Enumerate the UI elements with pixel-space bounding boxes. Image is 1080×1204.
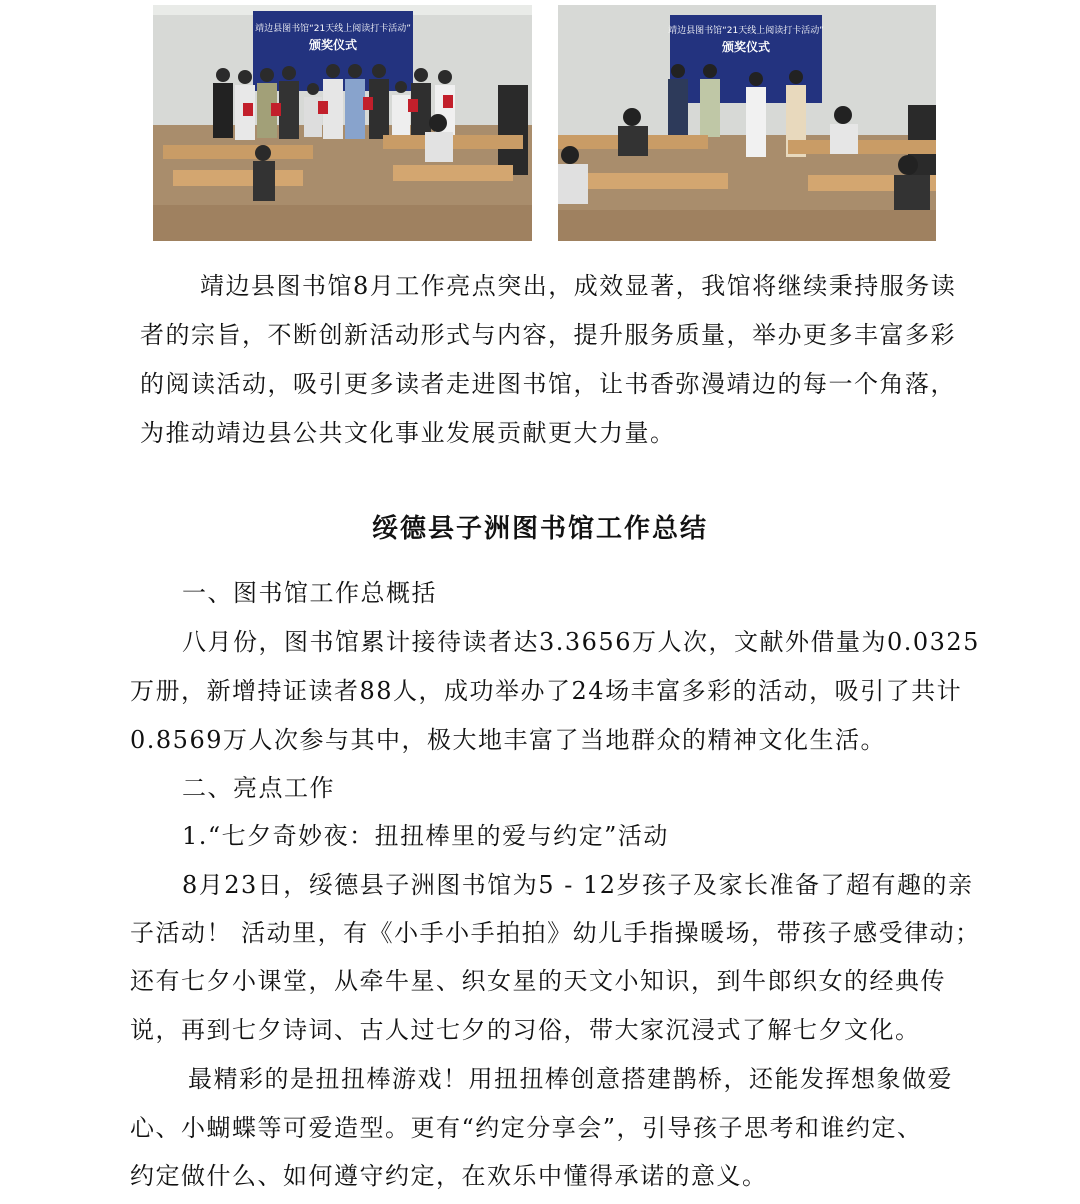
body-line: 心、小蝴蝶等可爱造型。更有“约定分享会”，引导孩子思考和谁约定、: [130, 1114, 923, 1142]
body-line: 子活动！ 活动里，有《小手小手拍拍》幼儿手指操暖场，带孩子感受律动；: [130, 919, 981, 947]
banner-line2: 颁奖仪式: [308, 38, 358, 52]
body-line: 约定做什么、如何遵守约定，在欢乐中懂得承诺的意义。: [130, 1162, 768, 1190]
body-line: 0.8569万人次参与其中，极大地丰富了当地群众的精神文化生活。: [130, 726, 886, 754]
heading-highlights: 二、亮点工作: [182, 774, 335, 802]
body-line: 八月份，图书馆累计接待读者达3.3656万人次，文献外借量为0.0325: [182, 628, 980, 656]
intro-line-3: 的阅读活动，吸引更多读者走进图书馆，让书香弥漫靖边的每一个角落，: [140, 370, 956, 398]
body-line: 说，再到七夕诗词、古人过七夕的习俗，带大家沉浸式了解七夕文化。: [130, 1016, 921, 1044]
body-line: 还有七夕小课堂，从牵牛星、织女星的天文小知识，到牛郎织女的经典传: [130, 967, 946, 995]
body-line: 最精彩的是扭扭棒游戏！用扭扭棒创意搭建鹊桥，还能发挥想象做爱: [188, 1065, 953, 1093]
award-ceremony-photo-right: [558, 5, 936, 241]
banner-line2: 颁奖仪式: [721, 40, 771, 54]
banner-line1: 靖边县图书馆“21天线上阅读打卡活动”: [255, 24, 411, 34]
intro-line-1: 靖边县图书馆8月工作亮点突出，成效显著，我馆将继续秉持服务读: [200, 272, 957, 300]
intro-line-4: 为推动靖边县公共文化事业发展贡献更大力量。: [140, 419, 676, 447]
heading-overview: 一、图书馆工作总概括: [182, 579, 437, 607]
body-line: 8月23日，绥德县子洲图书馆为5 - 12岁孩子及家长准备了超有趣的亲: [182, 871, 974, 899]
activity-title: 1.“七夕奇妙夜：扭扭棒里的爱与约定”活动: [182, 822, 669, 850]
award-ceremony-photo-left: [153, 5, 532, 241]
section-title: 绥德县子洲图书馆工作总结: [371, 514, 708, 544]
intro-line-2: 者的宗旨，不断创新活动形式与内容，提升服务质量，举办更多丰富多彩: [140, 321, 956, 349]
photo-scene-left: [153, 5, 532, 241]
banner-line1: 靖边县图书馆“21天线上阅读打卡活动”: [668, 26, 824, 36]
body-line: 万册，新增持证读者88人，成功举办了24场丰富多彩的活动，吸引了共计: [130, 677, 963, 705]
photo-scene-right: [558, 5, 936, 241]
